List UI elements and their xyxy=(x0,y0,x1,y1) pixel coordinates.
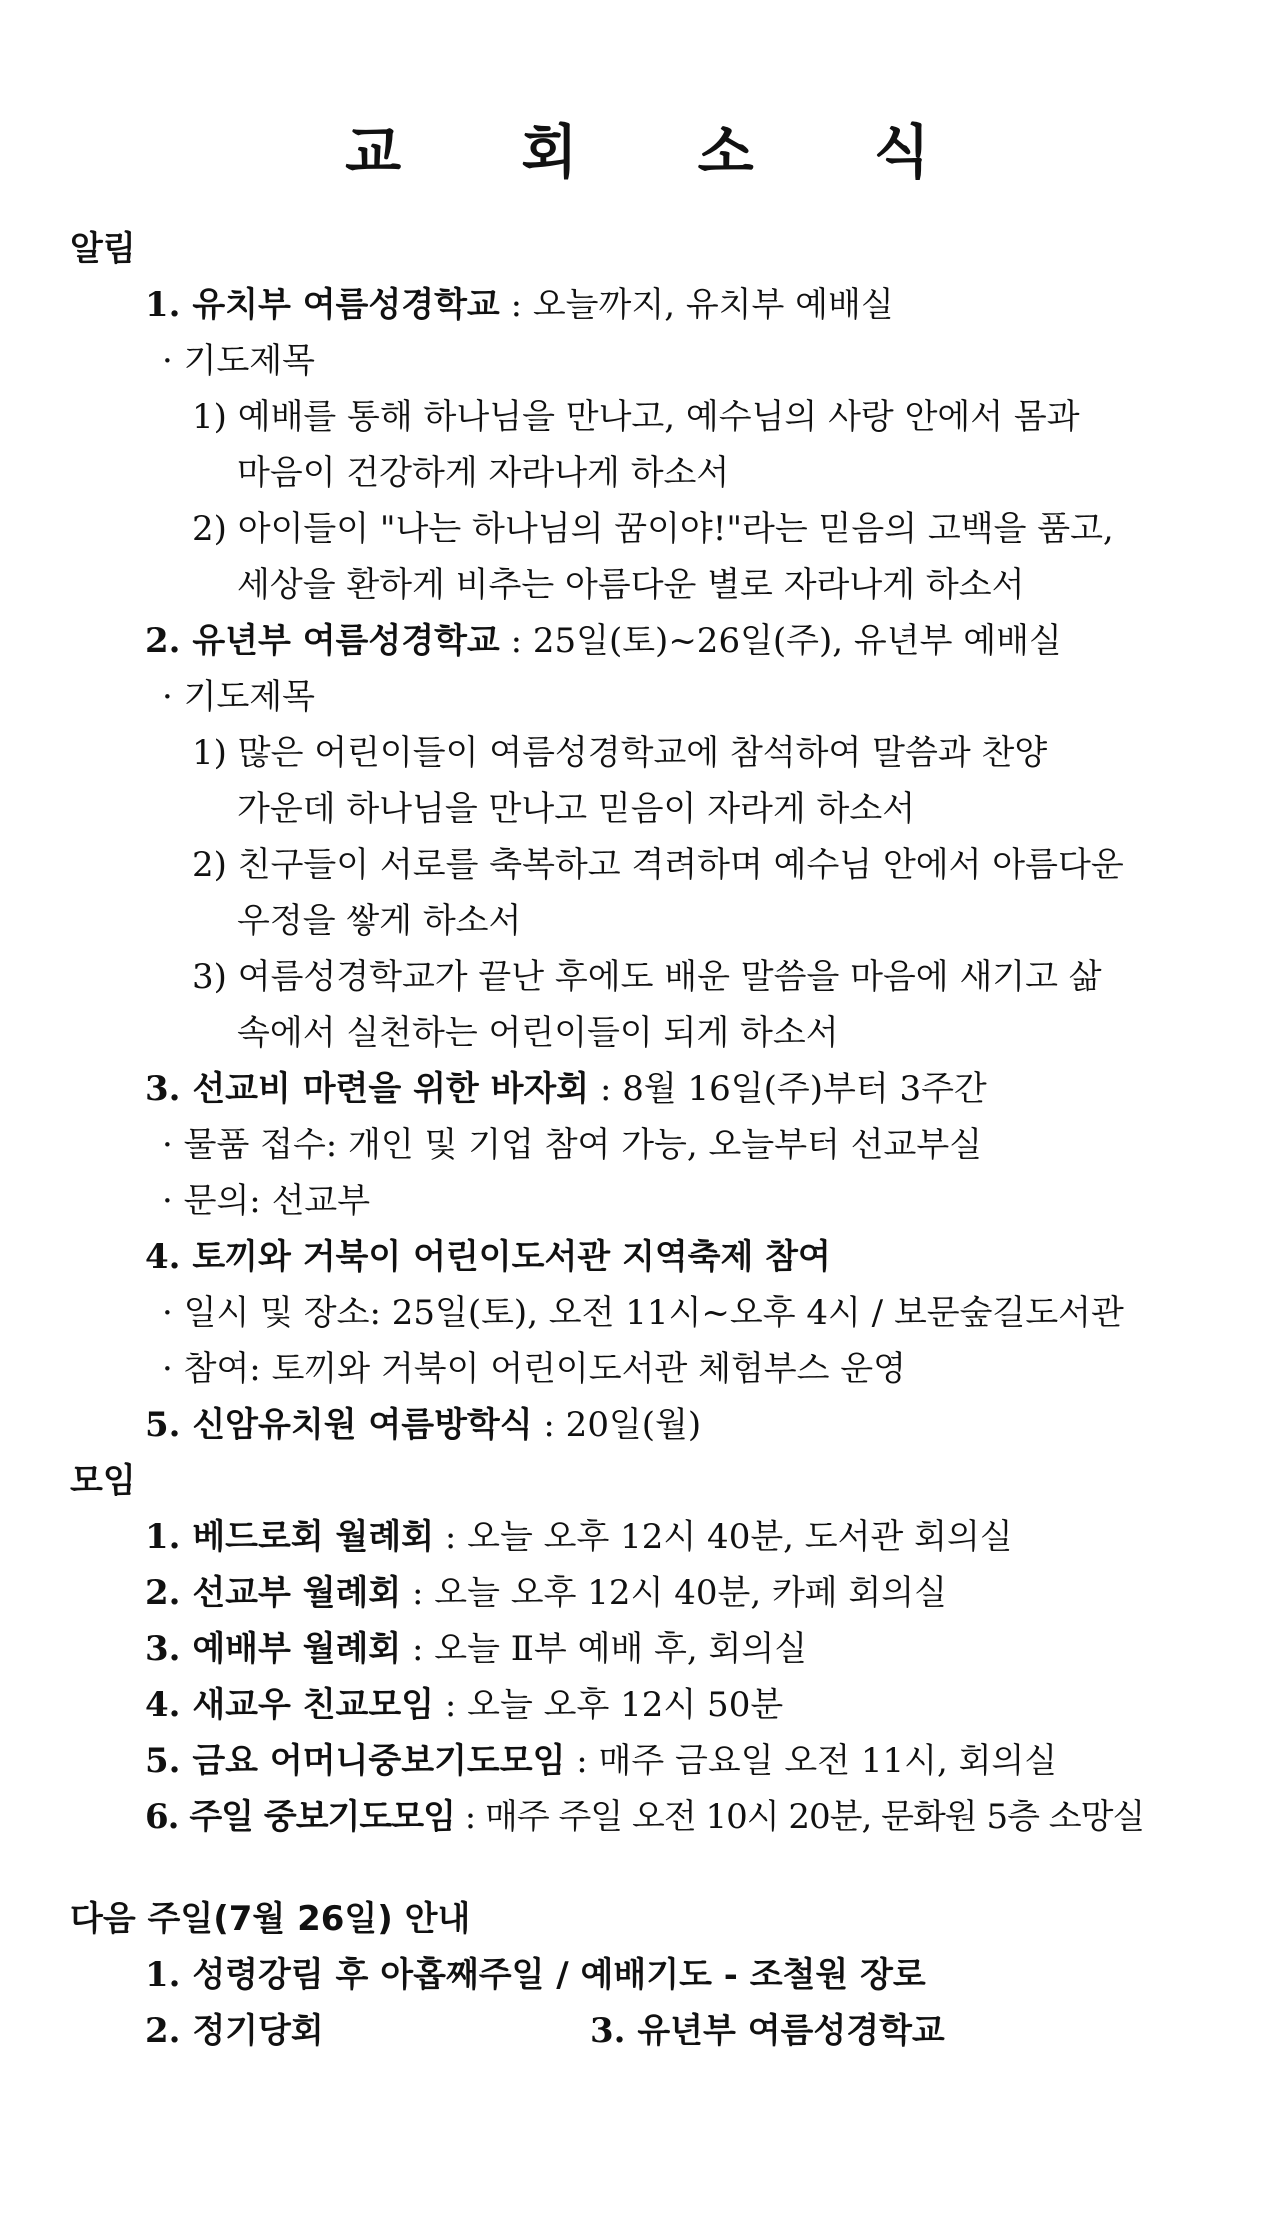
prayer-item xyxy=(192,842,1124,888)
notice-item-1 xyxy=(145,282,894,328)
meeting-item xyxy=(145,1570,947,1616)
prayer-number: 1) xyxy=(192,733,227,773)
meeting-detail: : 오늘 오후 12시 40분, 카페 회의실 xyxy=(412,1573,947,1613)
prayer-item xyxy=(192,394,1080,440)
meeting-detail: : 오늘 Ⅱ부 예배 후, 회의실 xyxy=(412,1629,808,1669)
notice-item-3 xyxy=(145,1066,987,1112)
prayer-number: 3) xyxy=(192,957,227,997)
prayer-item xyxy=(192,730,1047,776)
notice-item-3-sub: · 물품 접수: 개인 및 기업 참여 가능, 오늘부터 선교부실 xyxy=(162,1125,983,1165)
prayer-item xyxy=(192,954,1102,1000)
prayer-text: 친구들이 서로를 축복하고 격려하며 예수님 안에서 아름다운 xyxy=(237,845,1124,885)
prayer-text-continued: 세상을 환하게 비추는 아름다운 별로 자라나게 하소서 xyxy=(237,565,1025,605)
prayer-text-continued: 마음이 건강하게 자라나게 하소서 xyxy=(237,453,730,493)
meeting-detail: : 오늘 오후 12시 50분 xyxy=(444,1685,784,1725)
prayer-text-continued: 가운데 하나님을 만나고 믿음이 자라게 하소서 xyxy=(237,789,916,829)
meeting-item xyxy=(145,1794,1144,1840)
prayer-heading: · 기도제목 xyxy=(162,677,315,717)
notice-item-5-detail: : 20일(월) xyxy=(543,1405,702,1445)
next-sunday-item: 3. 유년부 여름성경학교 xyxy=(590,2011,945,2051)
meeting-item xyxy=(145,1514,1013,1560)
prayer-text: 많은 어린이들이 여름성경학교에 참석하여 말씀과 찬양 xyxy=(237,733,1048,773)
notice-item-2 xyxy=(145,618,1062,664)
notices-heading: 알림 xyxy=(70,229,136,269)
prayer-text-continued: 우정을 쌓게 하소서 xyxy=(237,901,522,941)
meeting-detail: : 오늘 오후 12시 40분, 도서관 회의실 xyxy=(444,1517,1013,1557)
prayer-text: 예배를 통해 하나님을 만나고, 예수님의 사랑 안에서 몸과 xyxy=(237,397,1080,437)
meeting-label: 4. 새교우 친교모임 xyxy=(145,1685,435,1725)
notice-item-3-sub: · 문의: 선교부 xyxy=(162,1181,371,1221)
prayer-text: 아이들이 "나는 하나님의 꿈이야!"라는 믿음의 고백을 품고, xyxy=(237,509,1114,549)
notice-item-5-label: 5. 신암유치원 여름방학식 xyxy=(145,1405,533,1445)
next-sunday-item: 1. 성령강림 후 아홉째주일 / 예배기도 - 조철원 장로 xyxy=(145,1955,926,1995)
prayer-number: 1) xyxy=(192,397,227,437)
next-sunday-heading: 다음 주일(7월 26일) 안내 xyxy=(70,1899,471,1939)
meeting-detail: : 매주 주일 오전 10시 20분, 문화원 5층 소망실 xyxy=(464,1797,1145,1837)
meeting-detail: : 매주 금요일 오전 11시, 회의실 xyxy=(576,1741,1058,1781)
meeting-label: 5. 금요 어머니중보기도모임 xyxy=(145,1741,566,1781)
notice-item-1-detail: : 오늘까지, 유치부 예배실 xyxy=(510,285,894,325)
notice-item-4-sub: · 참여: 토끼와 거북이 어린이도서관 체험부스 운영 xyxy=(162,1349,906,1389)
notice-item-2-label: 2. 유년부 여름성경학교 xyxy=(145,621,500,661)
meeting-item xyxy=(145,1682,783,1728)
notice-item-3-label: 3. 선교비 마련을 위한 바자회 xyxy=(145,1069,590,1109)
notice-item-1-label: 1. 유치부 여름성경학교 xyxy=(145,285,500,325)
meeting-label: 6. 주일 중보기도모임 xyxy=(145,1797,455,1837)
notice-item-4-sub: · 일시 및 장소: 25일(토), 오전 11시~오후 4시 / 보문숲길도서관 xyxy=(162,1293,1124,1333)
page-title: 교 회 소 식 xyxy=(345,118,980,186)
meeting-item xyxy=(145,1626,807,1672)
meeting-item xyxy=(145,1738,1057,1784)
next-sunday-item: 2. 정기당회 xyxy=(145,2011,324,2051)
notice-item-5 xyxy=(145,1402,701,1448)
meeting-label: 1. 베드로회 월례회 xyxy=(145,1517,435,1557)
notice-item-4-label: 4. 토끼와 거북이 어린이도서관 지역축제 참여 xyxy=(145,1237,831,1277)
prayer-item xyxy=(192,506,1114,552)
prayer-text-continued: 속에서 실천하는 어린이들이 되게 하소서 xyxy=(237,1013,839,1053)
prayer-number: 2) xyxy=(192,509,227,549)
prayer-number: 2) xyxy=(192,845,227,885)
notice-item-3-detail: : 8월 16일(주)부터 3주간 xyxy=(599,1069,987,1109)
prayer-text: 여름성경학교가 끝난 후에도 배운 말씀을 마음에 새기고 삶 xyxy=(237,957,1102,997)
prayer-heading: · 기도제목 xyxy=(162,341,315,381)
meeting-label: 2. 선교부 월례회 xyxy=(145,1573,402,1613)
meeting-label: 3. 예배부 월례회 xyxy=(145,1629,402,1669)
notice-item-2-detail: : 25일(토)~26일(주), 유년부 예배실 xyxy=(510,621,1062,661)
meetings-heading: 모임 xyxy=(70,1461,136,1501)
